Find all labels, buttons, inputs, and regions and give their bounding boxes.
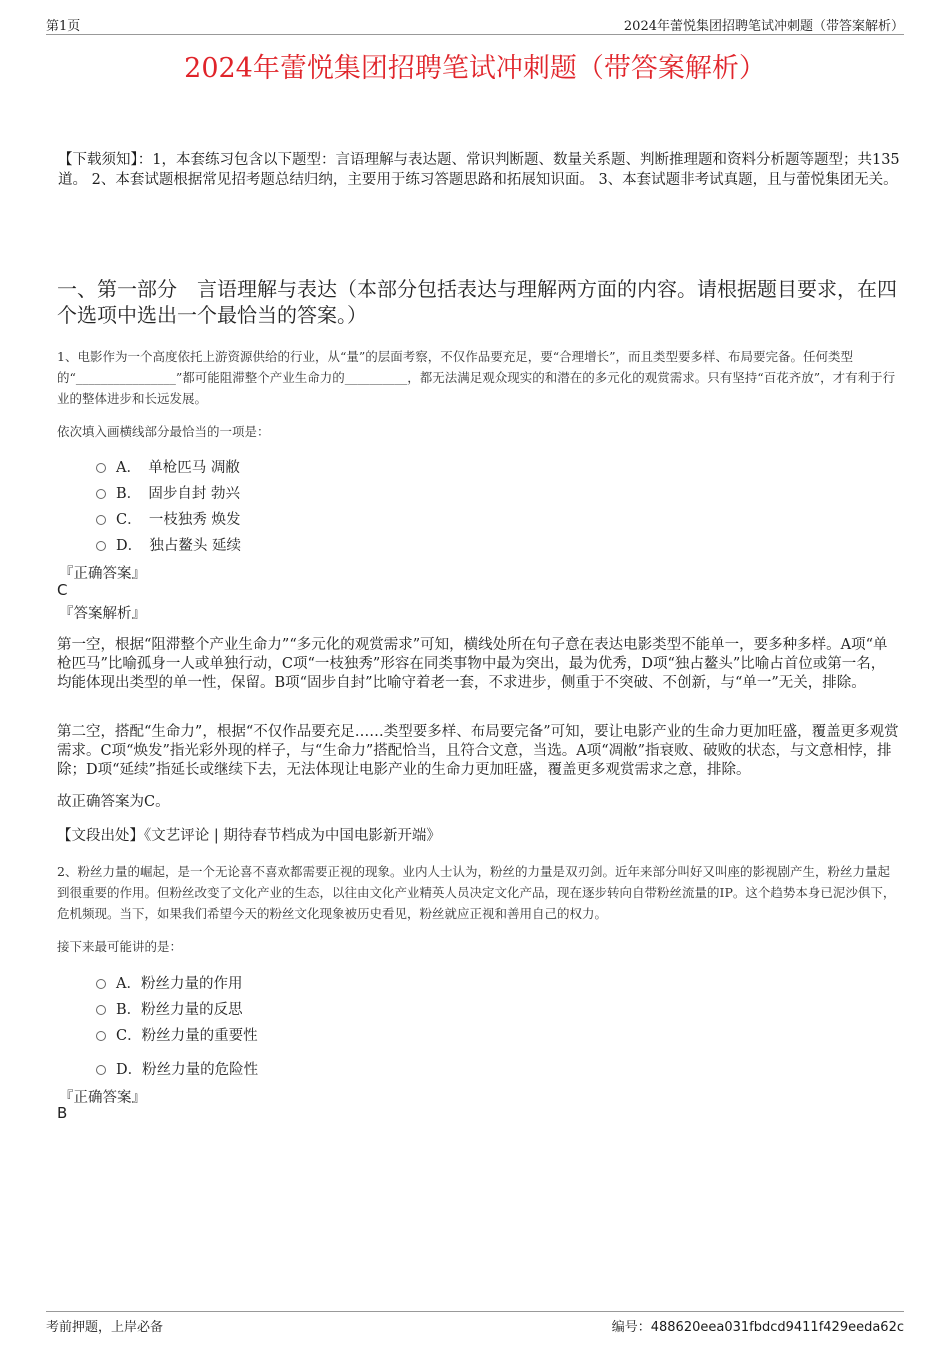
q1-analysis-paragraph-2: 第二空，搭配“生命力”，根据“不仅作品要充足……类型要多样、布局要完备”可知，要让电影产业的生命力更加旺盛，覆盖更多观赏需求。C项“焕发”指光彩外现的样子，与“生命力”搭配恰当，且符合文意，当选。A项“凋敝”指衰败、破败的状态，与文意相悖，排除；D项“延续”指延长或继续下去，无法体现让电影产业的生命力更加旺盛，覆盖更多观赏需求之意，排除。 — [57, 724, 899, 778]
q2-option-d[interactable]: D．粉丝力量的危险性 — [96, 1058, 258, 1079]
page-footer — [46, 1311, 904, 1335]
q1-analysis-conclusion: 故正确答案为C。 — [57, 794, 170, 810]
document-title: 2024年蕾悦集团招聘笔试冲刺题（带答案解析） — [184, 53, 766, 84]
footer-slogan: 考前押题，上岸必备 — [46, 1320, 164, 1335]
radio-icon[interactable] — [96, 1031, 106, 1041]
q1-source: 【文段出处】《文艺评论 | 期待春节档成为中国电影新开端》 — [57, 828, 441, 844]
radio-icon[interactable] — [96, 463, 106, 473]
download-notice: 【下载须知】：1，本套练习包含以下题型：言语理解与表达题、常识判断题、数量关系题、判断推理题和资料分析题等题型；共135道。 2、本套试题根据常见招考题总结归纳，主要用于练习答题思路和拓展知识面。 3、本套试题非考试真题，且与蕾悦集团无关。 — [58, 152, 900, 188]
q2-option-b[interactable]: B．粉丝力量的反思 — [96, 998, 243, 1019]
q1-answer-label: 『正确答案』 — [59, 566, 146, 582]
q1-option-d[interactable]: D． 独占鳌头 延续 — [96, 534, 241, 555]
radio-icon[interactable] — [96, 489, 106, 499]
question-1-ask: 依次填入画横线部分最恰当的一项是： — [57, 424, 270, 439]
blank-1: ________________ — [75, 370, 176, 385]
q2-answer: B — [57, 1104, 68, 1122]
footer-code: 编号：488620eea031fbdcd9411f429eeda62c — [611, 1320, 904, 1335]
question-1-stem: 1、电影作为一个高度依托上游资源供给的行业，从“量”的层面考察，不仅作品要充足，要“合理增长”，而且类型要多样、布局要完备。任何类型的“________________”都可能阻滞整个产业生命力的__________，都无法满足观众现实的和潜在的多元化的观赏需求。只有坚持“百花齐放”，才有利于行业的整体进步和长远发展。 — [57, 349, 896, 406]
header-doc-title: 2024年蕾悦集团招聘笔试冲刺题（带答案解析） — [623, 19, 904, 34]
q2-option-c[interactable]: C．粉丝力量的重要性 — [96, 1024, 258, 1045]
question-2-ask: 接下来最可能讲的是： — [57, 939, 183, 954]
radio-icon[interactable] — [96, 1065, 106, 1075]
q2-option-a[interactable]: A．粉丝力量的作用 — [96, 972, 242, 993]
radio-icon[interactable] — [96, 515, 106, 525]
q1-option-a[interactable]: A． 单枪匹马 凋敝 — [96, 456, 240, 477]
q1-option-c[interactable]: C． 一枝独秀 焕发 — [96, 508, 240, 529]
q1-answer: C — [57, 581, 68, 599]
question-2-stem: 2、粉丝力量的崛起，是一个无论喜不喜欢都需要正视的现象。业内人士认为，粉丝的力量是双刃剑。近年来部分叫好又叫座的影视剧产生，粉丝力量起到很重要的作用。但粉丝改变了文化产业的生态，以往由文化产业精英人员决定文化产品，现在逐步转向自带粉丝流量的IP。这个趋势本身已泥沙俱下，危机频现。当下，如果我们希望今天的粉丝文化现象被历史看见，粉丝就应正视和善用自己的权力。 — [57, 864, 896, 921]
page-number: 第1页 — [46, 19, 81, 34]
page-header — [46, 14, 904, 35]
radio-icon[interactable] — [96, 541, 106, 551]
q1-analysis-paragraph-1: 第一空，根据“阻滞整个产业生命力”“多元化的观赏需求”可知，横线处所在句子意在表达电影类型不能单一，要多种多样。A项“单枪匹马”比喻孤身一人或单独行动，C项“一枝独秀”形容在同类事物中最为突出，最为优秀，D项“独占鳌头”比喻占首位或第一名，均能体现出类型的单一性，保留。B项“固步自封”比喻守着老一套，不求进步，侧重于不突破、不创新，与“单一”无关，排除。 — [57, 637, 888, 691]
section-title: 一、第一部分 言语理解与表达（本部分包括表达与理解两方面的内容。请根据题目要求，在四个选项中选出一个最恰当的答案。） — [57, 277, 897, 327]
blank-2: __________ — [344, 370, 408, 385]
q1-analysis-label: 『答案解析』 — [59, 606, 146, 622]
radio-icon[interactable] — [96, 1005, 106, 1015]
radio-icon[interactable] — [96, 979, 106, 989]
q1-option-b[interactable]: B． 固步自封 勃兴 — [96, 482, 240, 503]
q2-answer-label: 『正确答案』 — [59, 1090, 146, 1106]
